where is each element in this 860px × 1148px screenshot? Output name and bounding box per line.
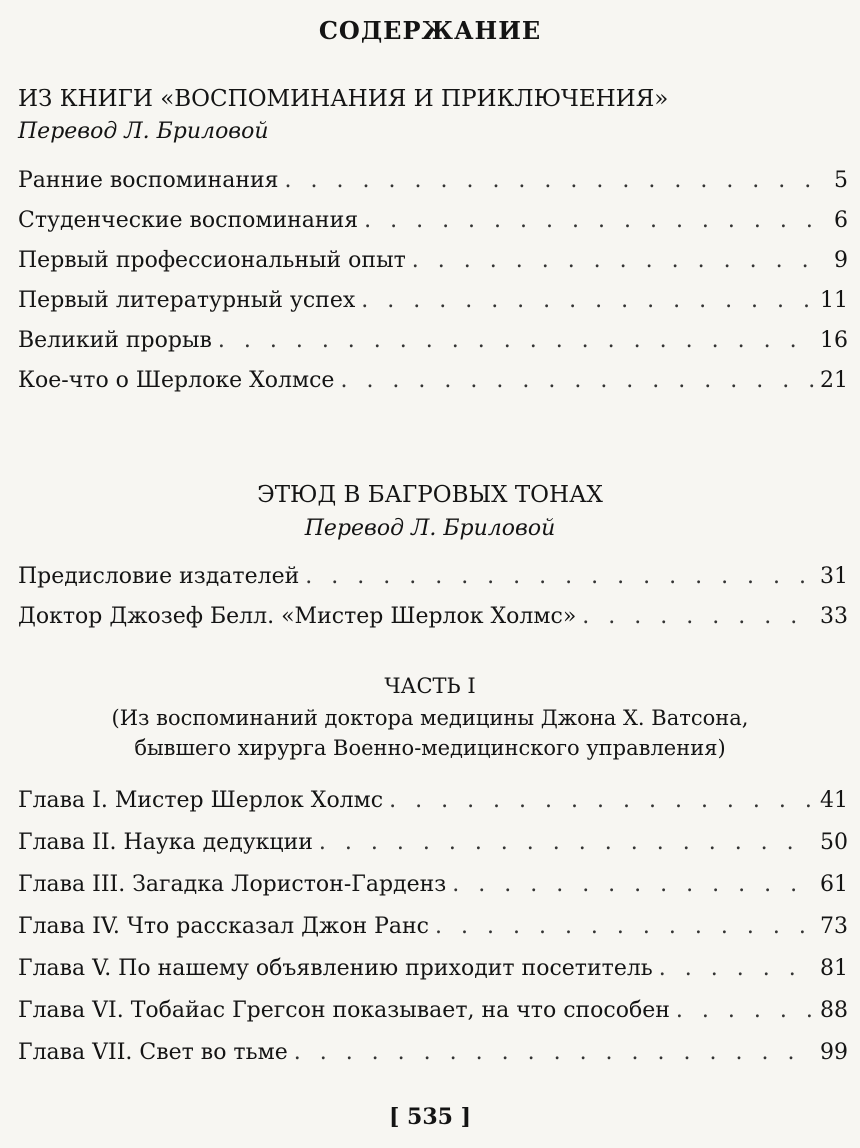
toc-entry-page: 81 bbox=[820, 956, 848, 981]
toc-entry[interactable] bbox=[18, 206, 848, 236]
toc-entry-page: 41 bbox=[820, 788, 848, 813]
page-title: СОДЕРЖАНИЕ bbox=[318, 16, 542, 45]
toc-entry[interactable] bbox=[18, 562, 848, 592]
toc-entry[interactable] bbox=[18, 166, 848, 196]
leader-dots bbox=[435, 912, 814, 942]
leader-dots bbox=[412, 246, 828, 276]
toc-entry[interactable] bbox=[18, 246, 848, 276]
leader-dots bbox=[340, 366, 814, 396]
translator-credit-1: Перевод Л. Бриловой bbox=[18, 119, 269, 144]
toc-entry-page: 99 bbox=[820, 1040, 848, 1065]
part-subtitle-line-1: (Из воспоминаний доктора медицины Джона Х. Ватсона, bbox=[111, 706, 749, 730]
leader-dots bbox=[364, 206, 828, 236]
leader-dots bbox=[361, 286, 814, 316]
toc-entry[interactable] bbox=[18, 996, 848, 1026]
toc-entry-title: Первый литературный успех bbox=[18, 288, 356, 313]
toc-entry-page: 33 bbox=[820, 604, 848, 629]
leader-dots bbox=[218, 326, 814, 356]
toc-entry-page: 11 bbox=[820, 288, 848, 313]
toc-entry-page: 31 bbox=[820, 564, 848, 589]
toc-entry-page: 16 bbox=[820, 328, 848, 353]
toc-entry[interactable] bbox=[18, 1038, 848, 1068]
toc-entry-title: Глава VII. Свет во тьме bbox=[18, 1040, 288, 1065]
leader-dots bbox=[319, 828, 814, 858]
toc-entry-title: Глава II. Наука дедукции bbox=[18, 830, 313, 855]
leader-dots bbox=[305, 562, 814, 592]
part-heading: ЧАСТЬ I bbox=[384, 674, 476, 698]
toc-entry-page: 61 bbox=[820, 872, 848, 897]
toc-entry-title: Глава V. По нашему объявлению приходит посетитель bbox=[18, 956, 653, 981]
leader-dots bbox=[659, 954, 814, 984]
toc-entry[interactable] bbox=[18, 954, 848, 984]
page-number: [ 535 ] bbox=[388, 1104, 472, 1130]
leader-dots bbox=[452, 870, 814, 900]
toc-entry[interactable] bbox=[18, 286, 848, 316]
toc-entry[interactable] bbox=[18, 366, 848, 396]
leader-dots bbox=[676, 996, 814, 1026]
leader-dots bbox=[285, 166, 828, 196]
toc-entry-page: 5 bbox=[834, 168, 848, 193]
toc-entry-title: Первый профессиональный опыт bbox=[18, 248, 406, 273]
toc-entry-page: 73 bbox=[820, 914, 848, 939]
toc-entry-title: Ранние воспоминания bbox=[18, 168, 279, 193]
toc-entry-title: Глава I. Мистер Шерлок Холмс bbox=[18, 788, 384, 813]
toc-entry[interactable] bbox=[18, 912, 848, 942]
toc-entry[interactable] bbox=[18, 326, 848, 356]
leader-dots bbox=[294, 1038, 814, 1068]
toc-entry[interactable] bbox=[18, 786, 848, 816]
leader-dots bbox=[582, 602, 814, 632]
toc-entry-title: Кое-что о Шерлоке Холмсе bbox=[18, 368, 335, 393]
translator-credit-2: Перевод Л. Бриловой bbox=[304, 516, 556, 541]
part-subtitle-line-2: бывшего хирурга Военно-медицинского управления) bbox=[134, 736, 726, 760]
section-heading-memoirs: ИЗ КНИГИ «ВОСПОМИНАНИЯ И ПРИКЛЮЧЕНИЯ» bbox=[18, 86, 669, 112]
toc-entry-page: 21 bbox=[820, 368, 848, 393]
toc-entry-title: Доктор Джозеф Белл. «Мистер Шерлок Холмс» bbox=[18, 604, 577, 629]
toc-entry-title: Студенческие воспоминания bbox=[18, 208, 359, 233]
toc-entry-page: 50 bbox=[820, 830, 848, 855]
toc-entry[interactable] bbox=[18, 602, 848, 632]
toc-entry-page: 88 bbox=[820, 998, 848, 1023]
toc-entry-title: Глава III. Загадка Лористон-Гарденз bbox=[18, 872, 447, 897]
toc-entry-title: Глава IV. Что рассказал Джон Ранс bbox=[18, 914, 430, 939]
toc-entry-page: 9 bbox=[834, 248, 848, 273]
section-heading-study-in-scarlet: ЭТЮД В БАГРОВЫХ ТОНАХ bbox=[257, 482, 603, 508]
toc-entry-title: Предисловие издателей bbox=[18, 564, 300, 589]
toc-entry[interactable] bbox=[18, 870, 848, 900]
toc-entry-title: Великий прорыв bbox=[18, 328, 212, 353]
toc-entry-title: Глава VI. Тобайас Грегсон показывает, на что способен bbox=[18, 998, 670, 1023]
leader-dots bbox=[389, 786, 814, 816]
toc-entry[interactable] bbox=[18, 828, 848, 858]
toc-entry-page: 6 bbox=[834, 208, 848, 233]
